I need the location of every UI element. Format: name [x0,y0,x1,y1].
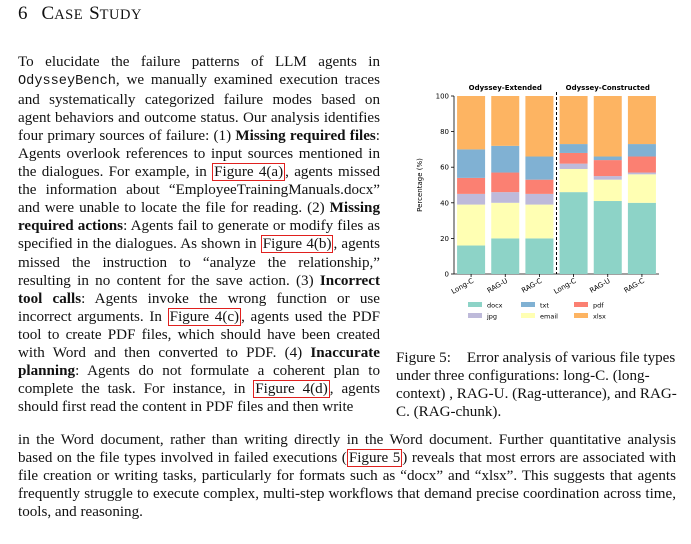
bar-segment-xlsx [491,96,519,146]
bar-segment-txt [560,144,588,153]
figure-4a-link[interactable]: Figure 4(a) [214,164,284,181]
y-tick-label: 0 [444,270,449,279]
y-tick-label: 20 [440,234,449,243]
failure-type-3: Incorrect tool calls [18,272,380,307]
bar-segment-email [594,180,622,201]
figure-4b-link[interactable]: Figure 4(b) [262,236,332,253]
section-number: 6 [18,3,28,24]
figure-4d-link[interactable]: Figure 4(d) [255,380,328,397]
y-tick-label: 100 [435,92,449,101]
bar-segment-jpg [628,173,656,175]
bar-segment-pdf [628,157,656,173]
bar-segment-docx [628,203,656,274]
bar-segment-pdf [491,173,519,193]
bar-segment-jpg [457,194,485,205]
bar-segment-xlsx [525,96,553,157]
x-tick-label: RAG-U [485,276,510,295]
legend-label-xlsx: xlsx [593,312,606,321]
x-tick-label: RAG-C [520,276,544,295]
legend-swatch-txt [521,302,535,307]
bar-segment-xlsx [457,96,485,149]
legend-swatch-docx [468,302,482,307]
legend-label-jpg: jpg [487,312,498,321]
bar-segment-docx [525,238,553,274]
bar-segment-docx [457,246,485,274]
bar-segment-xlsx [560,96,588,144]
x-tick-label: RAG-C [622,276,646,295]
legend-label-pdf: pdf [593,301,604,310]
bar-segment-txt [491,146,519,173]
bar-segment-txt [525,157,553,180]
bar-segment-jpg [491,192,519,203]
bar-segment-xlsx [628,96,656,144]
legend-swatch-jpg [468,313,482,318]
x-tick-label: RAG-U [588,276,612,295]
bar-segment-pdf [525,180,553,194]
bar-segment-docx [594,201,622,274]
bar-segment-docx [491,238,519,274]
legend-swatch-pdf [574,302,588,307]
y-tick-label: 80 [440,128,449,137]
section-heading: 6 CASE STUDY [18,3,142,24]
y-axis-label: Percentage (%) [416,158,424,212]
legend-label-docx: docx [487,301,503,310]
body-paragraph-full: in the Word document, rather than writing directly in the Word document. Further quantitative analysis based on the file types involved in failed executions ( Figure 5 ) reveals that most errors are associated with file creation or writing tasks, particularly for formats such as “docx” and “xlsx”. This suggests that agents frequently struggle to execute complex, multi-step workflows that demand precise coordination across time, tools, and reasoning. [18,432,677,521]
group-title: Odyssey-Constructed [565,84,650,92]
benchmark-name: OdysseyBench [18,74,116,90]
bar-segment-jpg [594,176,622,180]
y-tick-label: 40 [440,199,449,208]
bar-segment-email [525,205,553,239]
failure-type-4: Inaccurate planning [18,344,380,379]
group-title: Odyssey-Extended [468,84,542,92]
legend-label-txt: txt [540,301,549,310]
x-tick-label: Long-C [449,276,476,296]
bar-segment-docx [560,192,588,274]
bar-segment-jpg [560,164,588,169]
bar-segment-email [560,169,588,192]
bar-segment-email [457,205,485,246]
stacked-bar-chart [396,78,686,340]
bar-segment-txt [594,157,622,161]
bar-segment-jpg [525,194,553,205]
legend-swatch-email [521,313,535,318]
figure-5-chart [396,78,686,340]
failure-type-2: Missing required actions [18,200,380,235]
bar-segment-pdf [594,160,622,176]
legend-label-email: email [540,312,558,321]
bar-segment-xlsx [594,96,622,157]
bar-segment-pdf [560,153,588,164]
figure-5-link[interactable]: Figure 5 [348,450,401,467]
legend-swatch-xlsx [574,313,588,318]
bar-segment-txt [628,144,656,156]
caption-text: Error analysis of various file types under three configurations: long-C. (long-context) , RAG-U. (Rag-utterance), and RAG-C. (RAG-chunk). [396,350,677,421]
bar-segment-email [628,174,656,202]
bar-segment-pdf [457,178,485,194]
x-tick-label: Long-C [552,276,578,296]
caption-label: Figure 5: [396,350,451,366]
figure-4c-link[interactable]: Figure 4(c) [169,308,240,325]
y-tick-label: 60 [440,163,449,172]
bar-segment-email [491,203,519,239]
bar-segment-txt [457,149,485,177]
figure-caption [396,349,679,421]
body-paragraph-wrapped: To elucidate the failure patterns of LLM agents in OdysseyBench, we manually examined execution traces and systematically categorized failure modes based on agent behaviors and outcome status. Our analysis identifies four primary sources of failure: (1) Missing required files: Agents overlook references to input sources mentioned in the dialogues. For example, in Figure 4(a) , agents missed the information about “EmployeeTrainingManuals.docx” and were unable to locate the file for reading. (2) Missing required actions: Agents fail to generate or modify files as specified in the dialogues. As shown in Figure 4(b) , agents missed the instruction to “analyze the relationship,” resulting in no content for the save action. (3) Incorrect tool calls: Agents invoke the wrong function or use incorrect arguments. In Figure 4(c) , agents used the PDF tool to create PDF files, which should have been created with Word and then converted to PDF. (4) Inaccurate planning: Agents do not formulate a coherent plan to complete the task. For instance, in Figure 4(d) , agents should first read the content in PDF files and then write [18,54,381,415]
failure-type-1: Missing required files [235,128,376,145]
